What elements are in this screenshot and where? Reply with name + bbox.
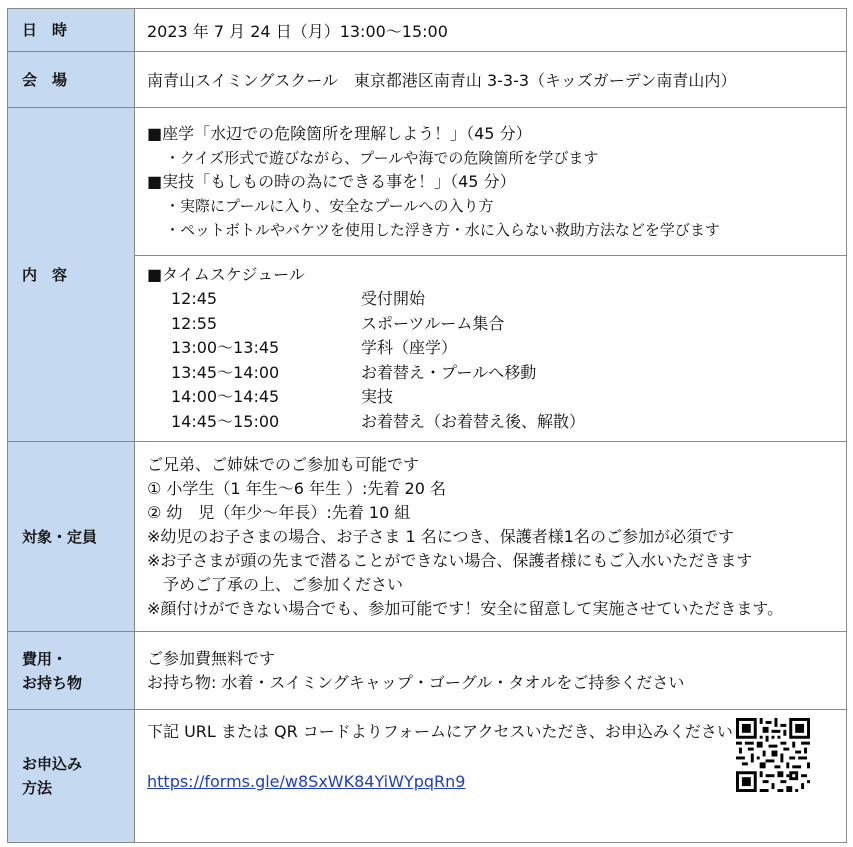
schedule-item: 実技: [361, 387, 394, 406]
schedule-item: 学科（座学）: [361, 338, 458, 357]
row-content-lectures: [8, 108, 847, 256]
date-label: 日 時: [8, 9, 135, 52]
qr-code-icon[interactable]: [736, 718, 810, 792]
fee-label-line: 費用・: [22, 649, 68, 668]
row-apply: [8, 710, 847, 843]
target-line: ② 幼 児（年少～年長）:先着 10 組: [147, 502, 411, 522]
form-url-link[interactable]: https://forms.gle/w8SxWK84YiWYpqRn9: [147, 772, 466, 791]
schedule-time: 12:45: [171, 289, 218, 308]
date-value: 2023 年 7 月 24 日（月）13:00～15:00: [135, 9, 847, 52]
schedule-cell: [135, 256, 847, 442]
practice-detail: ・実際にプールに入り、安全なプールへの入り方: [165, 196, 494, 215]
row-target: [8, 442, 847, 632]
row-venue: [8, 52, 847, 108]
target-line: ※お子さまが頭の先まで潜ることができない場合、保護者様にもご入水いただきます: [147, 550, 753, 570]
row-date: [8, 9, 847, 52]
lecture-title: ■座学「水辺での危険箇所を理解しよう！」（45 分）: [147, 123, 532, 143]
row-fee: [8, 632, 847, 710]
content-label: 内 容: [8, 108, 135, 442]
target-line: ※顔付けができない場合でも、参加可能です！安全に留意して実施させていただきます。: [147, 598, 784, 618]
schedule-row: [147, 312, 846, 337]
target-label: 対象・定員: [8, 442, 135, 632]
schedule-time: 14:45～15:00: [171, 411, 280, 431]
apply-instruction: 下記 URL または QR コードよりフォームにアクセスいただき、お申込みください: [147, 722, 733, 741]
venue-value: 南青山スイミングスクール 東京都港区南青山 3-3-3（キッズガーデン南青山内）: [135, 52, 847, 108]
schedule-row: [147, 361, 846, 386]
practice-title: ■実技「もしもの時の為にできる事を！」（45 分）: [147, 171, 516, 191]
event-info-table: [7, 8, 847, 843]
schedule-row: [147, 287, 846, 312]
lecture-detail: ・クイズ形式で遊びながら、プールや海での危険箇所を学びます: [165, 148, 599, 167]
schedule-row: [147, 410, 846, 435]
schedule-item: お着替え・プールへ移動: [361, 362, 537, 382]
fee-label: [8, 632, 135, 710]
apply-label-line: お申込み: [22, 755, 83, 773]
items-line: お持ち物: 水着・スイミングキャップ・ゴーグル・タオルをご持参ください: [147, 672, 685, 692]
schedule-item: スポーツルーム集合: [361, 313, 505, 333]
fee-label-line: お持ち物: [22, 673, 83, 692]
apply-value: [135, 710, 847, 843]
schedule-time: 13:00～13:45: [171, 338, 280, 357]
fee-value: [135, 632, 847, 710]
apply-label: [8, 710, 135, 843]
schedule-time: 13:45～14:00: [171, 362, 280, 382]
target-line: ※幼児のお子さまの場合、お子さま 1 名につき、保護者様1名のご参加が必須です: [147, 526, 734, 546]
schedule-row: [147, 336, 846, 361]
schedule-time: 12:55: [171, 313, 218, 333]
venue-label: 会 場: [8, 52, 135, 108]
target-line: 予めご了承の上、ご参加ください: [147, 574, 404, 594]
target-line: ご兄弟、ご姉妹でのご参加も可能です: [147, 454, 420, 474]
target-value: [135, 442, 847, 632]
apply-label-line: 方法: [22, 779, 53, 797]
schedule-item: 受付開始: [361, 289, 426, 308]
content-lectures: [135, 108, 847, 256]
schedule-time: 14:00～14:45: [171, 387, 280, 406]
schedule-row: [147, 385, 846, 410]
fee-line: ご参加費無料です: [147, 648, 276, 668]
target-line: ① 小学生（1 年生～6 年生 ）:先着 20 名: [147, 478, 446, 498]
schedule-item: お着替え（お着替え後、解散）: [361, 411, 586, 431]
practice-detail: ・ペットボトルやバケツを使用した浮き方・水に入らない救助方法などを学びます: [165, 220, 720, 239]
schedule-title: ■タイムスケジュール: [147, 265, 305, 284]
